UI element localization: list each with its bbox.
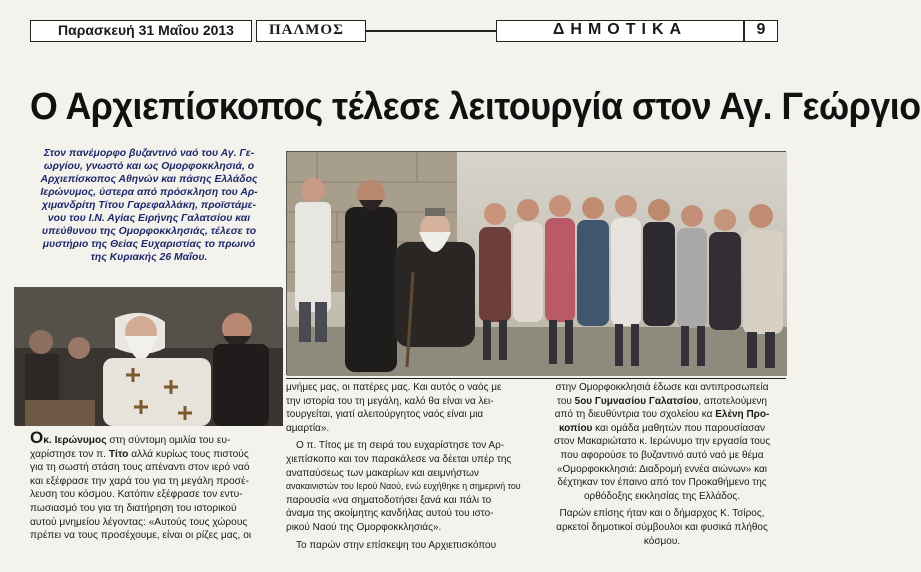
column-2-line: τουργείται, γιατί αλειτούργητος ναός είναι μια (286, 409, 484, 421)
column-1-line: για τη σωστή στάση τους απέναντι στον ιερό ναό (30, 462, 250, 474)
column-3 (537, 381, 787, 548)
archbishop-photo-illustration (15, 288, 283, 426)
column-2-line: την ιστορία του τη μεγάλη, καλό θα είναι να λει- (286, 395, 494, 407)
column-1-opening (30, 428, 278, 448)
dropcap: Ο (30, 428, 44, 447)
section-name: ΔΗΜΟΤΙΚΑ (552, 21, 688, 38)
column-2-line: Ο π. Τίτος με τη σειρά του ευχαρίστησε τον Αρ- (296, 440, 505, 452)
principal-name: Ελένη Προ- (715, 409, 770, 421)
lead-line: μυστήριο της Θείας Ευχαριστίας το πρωινό (42, 239, 256, 250)
archbishop-photo (14, 287, 282, 425)
column-1-line: αυτού μνημείου λέγοντας: «Αυτούς τους χώρους (30, 516, 248, 528)
column-2 (286, 381, 532, 552)
column-2-line: Το παρών στην επίσκεψη του Αρχιεπισκόπου (296, 539, 497, 551)
header-divider (366, 30, 496, 32)
text: στη σύντομη ομιλία του ευ- (106, 435, 231, 446)
lead-line: νου του Ι.Ν. Αγίας Ειρήνης Γαλατσίου και (47, 213, 251, 224)
newspaper-name: ΠΑΛΜΟΣ (269, 22, 344, 38)
lead-line: χιμανδρίτη Τίτου Γαρεφαλλάκη, προϊστάμε- (41, 200, 257, 211)
text: του (557, 395, 575, 407)
principal-name-cont: κοπίου (558, 422, 593, 434)
column-3-line (537, 395, 787, 409)
column-3-line: που αφορούσε το βυζαντινό αυτό ναό με θέμα (560, 449, 764, 461)
column-2-line: αμαρτία». (286, 422, 330, 434)
text: και ομάδα μαθητών που παρουσίασαν (592, 422, 766, 434)
column-3-line: δέχτηκαν τον έπαινο από τον Προκαθήμενο της (557, 477, 767, 489)
lead-line: Αρχιεπίσκοπος Αθηνών και πάσης Ελλάδος (40, 174, 258, 185)
column-1-line: λευση του κόσμου. Κατόπιν εξέφρασε τον εντυ- (30, 489, 243, 501)
column-3-line: στην Ομορφοκκλησιά έδωσε και αντιπροσωπεία (555, 382, 769, 393)
column-2-line: ανακαινιστών του Ιερού Ναού, ενώ ευχήθηκε η σημερινή του (286, 481, 521, 492)
lead-paragraph (14, 147, 284, 264)
column-3-line: κόσμου. (643, 535, 681, 547)
column-3-line (537, 422, 787, 436)
column-3-line: αρκετοί δημοτικοί σύμβουλοι και φυσικά πλήθος (556, 521, 768, 533)
column-3-line (537, 408, 787, 422)
page-number: 9 (756, 21, 766, 38)
column-1-line: πωσιασμό του για τη διατήρηση του ιστορικού (30, 502, 237, 514)
column-2-line: χιεπίσκοπο και τον παρακάλεσε να δέεται υπέρ της (286, 453, 512, 465)
name-titos: Τίτο (108, 448, 129, 460)
lead-line: ωργίου, γνωστό και ως Ομορφοκκλησιά, ο (43, 161, 255, 172)
column-2-line: παρουσία «να σηματοδοτήσει ξανά και πάλι το (286, 494, 492, 506)
name-ieronymos: κ. Ιερώνυμος (43, 435, 107, 446)
column-1-line: και εξέφρασε την χαρά του για τη μεγάλη προσέ- (30, 475, 249, 487)
text: χαρίστησε τον π. (30, 448, 109, 460)
group-photo-illustration (287, 152, 787, 376)
column-3-line: Παρών επίσης ήταν και ο δήμαρχος Κ. Τσίρος, (559, 508, 765, 520)
text: από τη διευθύντρια του σχολείου κα (554, 409, 716, 421)
school-name: 5ου Γυμνασίου Γαλατσίου (574, 395, 699, 407)
lead-line: υπεύθυνου της Ομορφοκκλησιάς, τέλεσε το (41, 226, 257, 237)
text: , αποτελούμενη (698, 395, 767, 407)
group-photo (286, 151, 786, 375)
lead-line: Ιερώνυμος, ύστερα από πρόσκληση του Αρ- (40, 187, 258, 198)
column-3-line: «Ομορφοκκλησιά: Διαδρομή εννέα αιώνων» και (556, 463, 768, 475)
column-1 (30, 428, 278, 543)
column-2-line: άναμα της ακοίμητης κανδήλας αυτού του ιστο- (286, 508, 494, 520)
column-2-line: μνήμες μας, οι πατέρες μας. Και αυτός ο ναός με (286, 382, 502, 393)
text: αλλά κυρίως τους πιστούς (128, 448, 249, 460)
section-rule (286, 378, 786, 379)
issue-date: Παρασκευή 31 Μαΐου 2013 (58, 22, 234, 38)
column-1-line: πρέπει να τους προσέχουμε, είναι οι ρίζες μας, οι (30, 530, 252, 542)
column-2-line: αναπαύσεως των μακαρίων και αειμνήστων (286, 467, 479, 479)
column-3-line: ορθόδοξης εκκλησίας της Ελλάδος. (583, 490, 741, 502)
headline: Ο Αρχιεπίσκοπος τέλεσε λειτουργία στον Αγ. Γεώργιο (30, 86, 921, 128)
column-1-line (30, 448, 278, 462)
lead-line: Στον πανέμορφο βυζαντινό ναό του Αγ. Γε- (43, 148, 255, 159)
column-2-line: ρικού Ναού της Ομορφοκκλησιάς». (286, 521, 442, 533)
lead-line: της Κυριακής 26 Μαΐου. (90, 252, 208, 263)
column-3-line: στον Μακαριώτατο κ. Ιερώνυμο την εργασία τους (553, 436, 771, 448)
